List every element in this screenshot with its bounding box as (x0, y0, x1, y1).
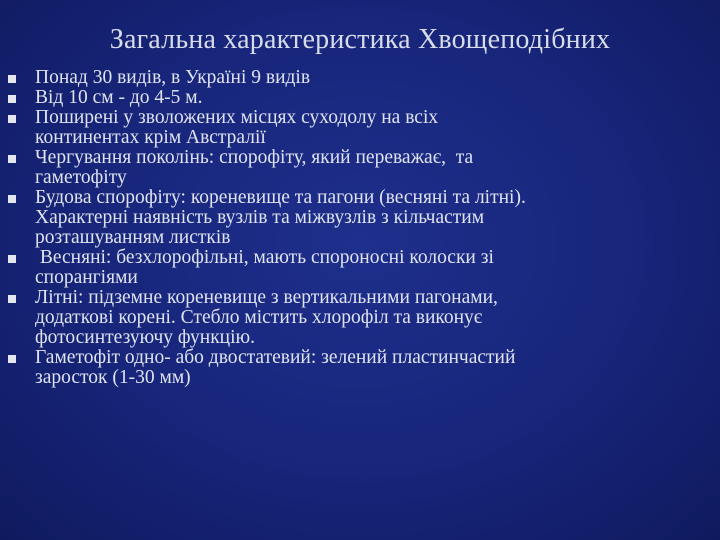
list-item (0, 68, 720, 88)
square-bullet-icon (8, 255, 16, 263)
bullet-text: Гаметофіт одно- або двостатевий: зелений пластинчастий заросток (1-30 мм) (35, 347, 516, 388)
bullet-text: Від 10 см - до 4-5 м. (35, 87, 203, 108)
square-bullet-icon (8, 95, 16, 103)
bullet-text: Літні: підземне кореневище з вертикальними пагонами, додаткові корені. Стебло містить хлорофіл та виконує фотосинтезуючу функцію. (35, 287, 498, 348)
list-item (0, 348, 720, 388)
list-item (0, 108, 720, 148)
square-bullet-icon (8, 355, 16, 363)
square-bullet-icon (8, 155, 16, 163)
bullet-text: Понад 30 видів, в Україні 9 видів (35, 67, 311, 88)
list-item (0, 88, 720, 108)
bullet-text: Весняні: безхлорофільні, мають спороносні колоски зі спорангіями (35, 247, 494, 288)
square-bullet-icon (8, 195, 16, 203)
square-bullet-icon (8, 295, 16, 303)
bullet-text: Будова спорофіту: кореневище та пагони (весняні та літні). Характерні наявність вузлів та міжвузлів з кільчастим розташуванням листків (35, 187, 526, 248)
list-item (0, 288, 720, 348)
square-bullet-icon (8, 75, 16, 83)
square-bullet-icon (8, 115, 16, 123)
list-item (0, 248, 720, 288)
slide-title: Загальна характеристика Хвощеподібних (109, 24, 611, 55)
list-item (0, 188, 720, 248)
list-item (0, 148, 720, 188)
bullet-text: Поширені у зволожених місцях суходолу на всіх континентах крім Австралії (35, 107, 439, 148)
bullet-list (0, 68, 720, 388)
bullet-text: Чергування поколінь: спорофіту, який переважає, та гаметофіту (35, 147, 474, 188)
